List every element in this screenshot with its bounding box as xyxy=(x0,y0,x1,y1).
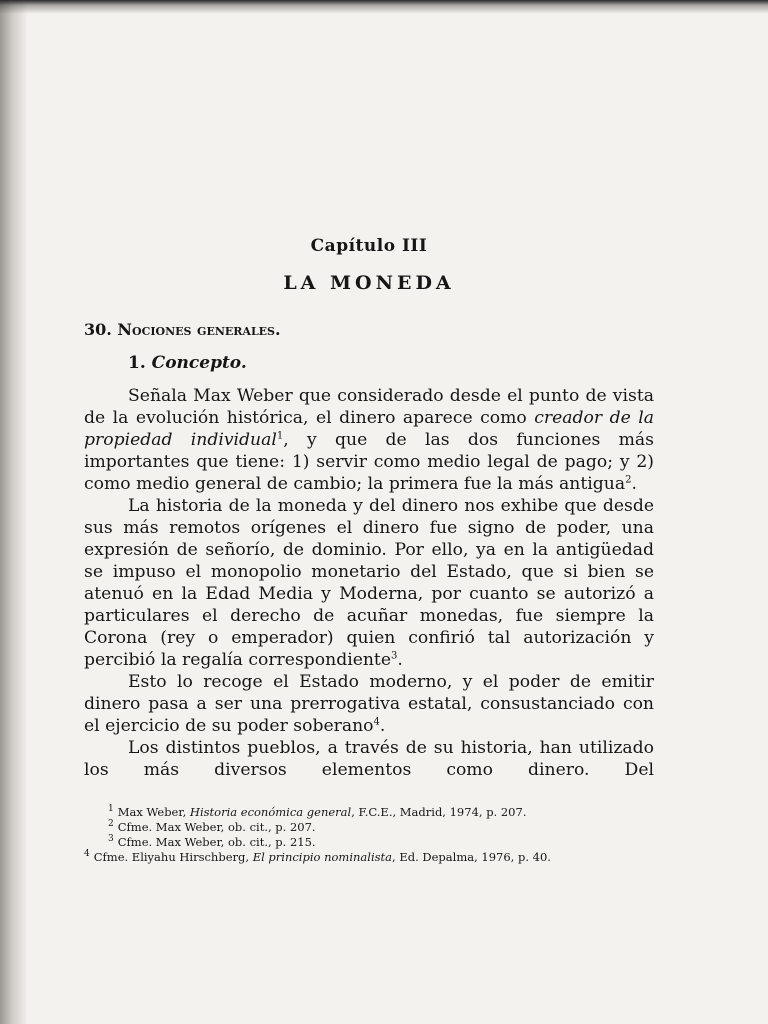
footnote-3 xyxy=(84,835,654,850)
paragraph-3 xyxy=(84,671,654,737)
footnote-4 xyxy=(60,850,654,865)
footnote-ref-4: 4 xyxy=(373,716,380,728)
footnote-4-text-a: Cfme. Eliyahu Hirschberg, xyxy=(93,850,253,864)
footnote-1 xyxy=(84,805,654,820)
footnote-2 xyxy=(84,820,654,835)
chapter-label: Capítulo III xyxy=(310,236,428,256)
footnote-2-mark: 2 xyxy=(108,819,114,830)
paragraph-1-text-c: . xyxy=(631,474,637,494)
paragraph-3-text: Esto lo recoge el Estado moderno, y el poder de emitir dinero pasa a ser una prerrogativa estatal, consustanciado con el ejercicio de su poder soberano xyxy=(84,672,654,736)
paragraph-2-end: . xyxy=(397,650,403,670)
footnote-3-mark: 3 xyxy=(108,834,114,845)
body-text xyxy=(84,385,654,781)
subsection-heading xyxy=(128,353,654,373)
subsection-number: 1. xyxy=(128,353,146,373)
footnote-4-emphasis: El principio nominalista xyxy=(252,850,393,864)
paragraph-2-text: La historia de la moneda y del dinero nos exhibe que desde sus más remotos orígenes el dinero fue signo de poder, una expresión de señorío, de dominio. Por ello, ya en la antigüedad se impuso el monopolio monetario del Estado, que si bien se atenuó en la Edad Media y Moderna, por cuanto se autorizó a particulares el derecho de acuñar monedas, fue siempre la Corona (rey o emperador) quien confirió tal autorización y percibió la regalía correspondiente xyxy=(84,496,654,670)
chapter-title: LA MONEDA xyxy=(283,272,455,294)
footnote-1-mark: 1 xyxy=(108,804,114,815)
paragraph-2 xyxy=(84,495,654,671)
footnote-2-text: Cfme. Max Weber, ob. cit., p. 207. xyxy=(117,820,316,834)
section-heading: 30. Nociones generales. xyxy=(84,320,281,339)
footnote-ref-1: 1 xyxy=(276,430,284,442)
subsection-title: Concepto. xyxy=(151,353,247,373)
page-shadow-top xyxy=(0,0,768,14)
paragraph-1-text-a: Señala Max Weber que considerado desde el punto de vista de la evolución histórica, el dinero aparece como xyxy=(84,386,654,428)
footnote-1-text-a: Max Weber, xyxy=(117,805,190,819)
paragraph-1-text-b: , y que de las dos funciones más importantes que tiene: 1) servir como medio legal de pago; y 2) como medio general de cambio; la primera fue la más antigua xyxy=(84,430,655,494)
footnote-ref-2: 2 xyxy=(625,474,632,486)
paragraph-4 xyxy=(84,737,654,781)
footnote-3-text: Cfme. Max Weber, ob. cit., p. 215. xyxy=(117,835,316,849)
footnote-ref-3: 3 xyxy=(391,650,398,662)
paragraph-4-text: Los distintos pueblos, a través de su historia, han utilizado los más diversos elementos como dinero. Del xyxy=(84,738,654,780)
footnote-1-text-b: , F.C.E., Madrid, 1974, p. 207. xyxy=(351,805,527,819)
footnote-4-text-b: , Ed. Depalma, 1976, p. 40. xyxy=(392,850,551,864)
paragraph-1 xyxy=(84,385,654,495)
footnote-4-mark: 4 xyxy=(84,849,90,860)
paragraph-3-end: . xyxy=(379,716,386,736)
book-page xyxy=(84,236,654,865)
page-shadow-left xyxy=(0,0,28,1024)
footnote-1-emphasis: Historia económica general xyxy=(189,805,352,819)
paragraph-1-emphasis: creador de la propiedad individual xyxy=(84,408,654,450)
footnotes xyxy=(84,805,654,865)
